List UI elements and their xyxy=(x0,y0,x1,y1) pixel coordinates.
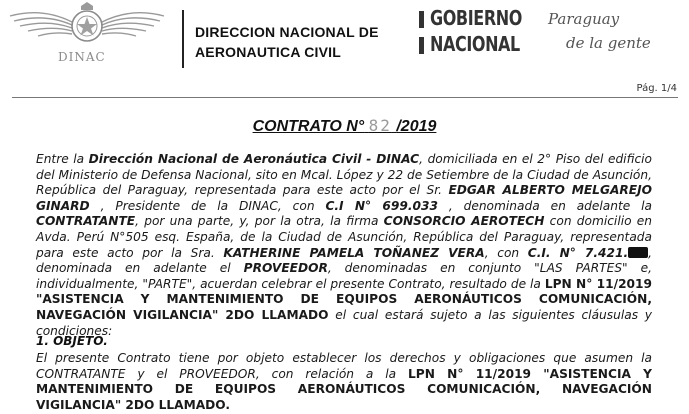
header-divider xyxy=(182,10,184,68)
document-header xyxy=(0,0,689,80)
proveedor-label: PROVEEDOR xyxy=(243,261,328,276)
gov-bar-icon xyxy=(419,37,424,54)
org-name-line2: AERONAUTICA CIVIL xyxy=(195,44,341,60)
representative-ci: C.I. N° 7.421. xyxy=(527,245,629,260)
org-name-line1: DIRECCION NACIONAL DE xyxy=(195,24,379,40)
intro-paragraph: Entre la Dirección Nacional de Aeronáutica Civil - DINAC, domiciliada en el 2° Piso del edificio del Ministerio de Defensa Nacional, sito en Mcal. López y 22 de Setiembre de la Ciudad de Asunción, República del Paraguay, representada para este acto por el Sr. EDGAR ALBERTO MELGAREJO GINARD , Presidente de la DINAC, con C.I N° 699.033 , denominada en adelante la CONTRATANTE, por una parte, y, por la otra, la firma CONSORCIO AEROTECH con domicilio en Avda. Perú N°505 esq. España, de la Ciudad de Asunción, República del Paraguay, representada para este acto por la Sra. KATHERINE PAMELA TOÑANEZ VERA, con C.I. N° 7.421. , denominada en adelante el PROVEEDOR, denominadas en conjunto "LAS PARTES" e, individualmente, "PARTE", acuerdan celebrar el presente Contrato, resultado de la LPN N° 11/2019 "ASISTENCIA Y MANTENIMIENTO DE EQUIPOS AERONÁUTICOS COMUNICACIÓN, NAVEGACIÓN VIGILANCIA" 2DO LLAMADO el cual estará sujeto a las siguientes cláusulas y condiciones: xyxy=(36,152,653,338)
contract-number: 82 xyxy=(368,116,392,135)
paraguay-slogan-line2: de la gente xyxy=(566,34,651,52)
nacional-logo-text: NACIONAL xyxy=(430,32,520,56)
president-name: EDGAR ALBERTO MELGAREJO GINARD xyxy=(36,183,652,213)
representative-name: KATHERINE PAMELA TOÑANEZ VERA xyxy=(223,245,485,260)
contract-title-prefix: CONTRATO N° xyxy=(252,118,365,135)
header-rule xyxy=(12,97,678,98)
tender-reference: LPN N° 11/2019 "ASISTENCIA Y MANTENIMIENTO DE EQUIPOS AERONÁUTICOS COMUNICACIÓN, NAVEGACIÓN VIGILANCIA" 2DO LLAMADO xyxy=(36,276,652,322)
paraguay-slogan-line1: Paraguay xyxy=(548,10,620,28)
page-number: Pág. 1/4 xyxy=(636,83,677,94)
consortium-name: CONSORCIO AEROTECH xyxy=(383,214,545,229)
dinac-logo-text: DINAC xyxy=(58,50,106,64)
objeto-paragraph: El presente Contrato tiene por objeto establecer los derechos y obligaciones que asumen la CONTRATANTE y el PROVEEDOR, con relación a la LPN N° 11/2019 "ASISTENCIA Y MANTENIMIENTO DE EQUIPOS AERONÁUTICOS COMUNICACIÓN, NAVEGACIÓN VIGILANCIA" 2DO LLAMADO. xyxy=(36,351,652,412)
contract-title-suffix: /2019 xyxy=(396,118,437,135)
contratante-label: CONTRATANTE xyxy=(36,214,136,229)
gobierno-logo-text: GOBIERNO xyxy=(430,6,522,30)
section-heading-objeto: 1. OBJETO. xyxy=(36,334,108,348)
contract-title xyxy=(0,116,689,136)
objeto-tender-reference: LPN N° 11/2019 "ASISTENCIA Y MANTENIMIENTO DE EQUIPOS AERONÁUTICOS COMUNICACIÓN, NAVEGACIÓN VIGILANCIA" 2DO LLAMADO. xyxy=(36,366,652,412)
redaction-mark xyxy=(628,247,648,258)
gov-bar-icon xyxy=(419,11,424,28)
president-ci: C.I N° 699.033 xyxy=(325,198,438,213)
dinac-name: Dirección Nacional de Aeronáutica Civil - DINAC xyxy=(88,152,420,166)
